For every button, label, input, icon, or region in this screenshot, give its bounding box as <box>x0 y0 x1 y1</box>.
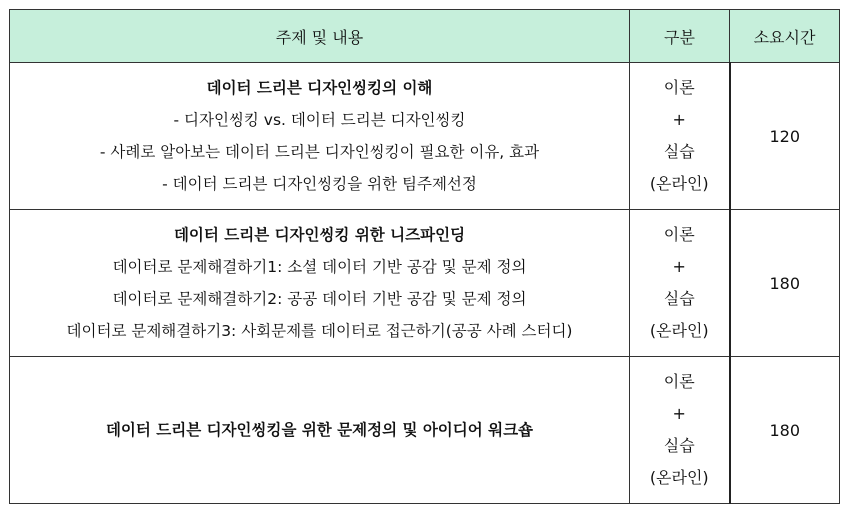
duration-cell: 180 <box>730 357 840 504</box>
table-row <box>10 63 840 210</box>
category-line: 실습 <box>663 436 695 455</box>
category-line: + <box>672 110 686 129</box>
category-cell <box>630 210 730 357</box>
curriculum-table <box>9 9 840 504</box>
topic-cell <box>10 63 630 210</box>
topic-cell <box>10 357 630 504</box>
topic-title: 데이터 드리븐 디자인씽킹을 위한 문제정의 및 아이디어 워크숍 <box>105 421 534 439</box>
topic-title: 데이터 드리븐 디자인씽킹의 이해 <box>206 79 433 97</box>
topic-detail: 데이터로 문제해결하기1: 소셜 데이터 기반 공감 및 문제 정의 <box>112 258 527 276</box>
topic-detail: 데이터로 문제해결하기2: 공공 데이터 기반 공감 및 문제 정의 <box>112 290 527 308</box>
category-cell <box>630 63 730 210</box>
topic-detail: - 데이터 드리븐 디자인씽킹을 위한 팀주제선정 <box>162 175 477 193</box>
topic-title: 데이터 드리븐 디자인씽킹 위한 니즈파인딩 <box>173 226 466 244</box>
category-line: + <box>672 257 686 276</box>
topic-detail: 데이터로 문제해결하기3: 사회문제를 데이터로 접근하기(공공 사례 스터디) <box>66 322 573 340</box>
header-topic: 주제 및 내용 <box>10 10 630 63</box>
topic-cell <box>10 210 630 357</box>
header-duration: 소요시간 <box>730 10 840 63</box>
category-line: 이론 <box>663 225 695 244</box>
category-line: (온라인) <box>649 468 709 487</box>
category-cell <box>630 357 730 504</box>
topic-detail: - 디자인씽킹 vs. 데이터 드리븐 디자인씽킹 <box>173 111 466 129</box>
category-line: 이론 <box>663 78 695 97</box>
category-line: + <box>672 404 686 423</box>
category-line: (온라인) <box>649 174 709 193</box>
category-line: 실습 <box>663 289 695 308</box>
table-row <box>10 357 840 504</box>
topic-detail: - 사례로 알아보는 데이터 드리븐 디자인씽킹이 필요한 이유, 효과 <box>99 143 540 161</box>
category-line: 이론 <box>663 372 695 391</box>
table-row <box>10 210 840 357</box>
header-row <box>10 10 840 63</box>
category-line: 실습 <box>663 142 695 161</box>
header-category: 구분 <box>630 10 730 63</box>
category-line: (온라인) <box>649 321 709 340</box>
duration-cell: 180 <box>730 210 840 357</box>
duration-cell: 120 <box>730 63 840 210</box>
